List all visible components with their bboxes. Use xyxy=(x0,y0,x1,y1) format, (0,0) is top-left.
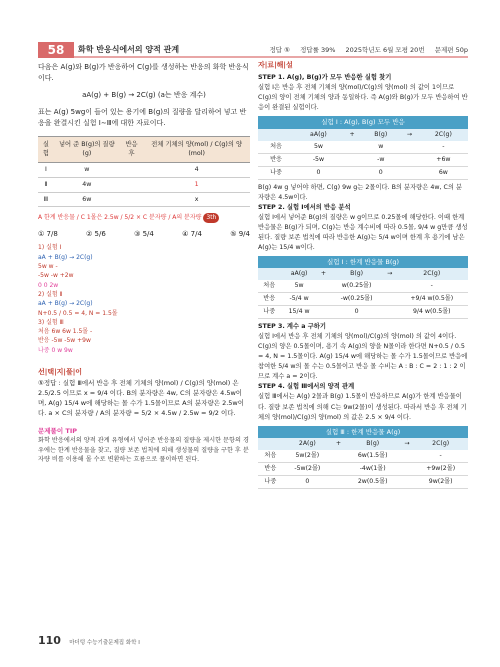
stem-intro: 다음은 A(g)와 B(g)가 반응하여 C(g)를 생성하는 반응의 화학 반응식이다. xyxy=(38,63,249,83)
table-row: 처음 5w w(0.25몰) - xyxy=(258,280,468,292)
right-column xyxy=(258,60,468,492)
step1-title: STEP 1. A(g), B(g)가 모두 반응한 실험 찾기 xyxy=(258,74,392,82)
problem-table xyxy=(38,136,250,208)
table-exp1-limit: 실험 Ⅰ : 한계 반응물 B(g) aA(g) + B(g) → 2C(g) 처음 5w w(0.25몰) - 반응 -5/4 w -w(0.25몰) +9/4 w(0.5몰) 나중 15/4 w 0 9/4 w(0.5몰) xyxy=(258,256,468,319)
handwritten-work: 1) 실험 Ⅰ aA + B(g) → 2C(g) 5w w - -5w -w +2w 0 0 2w 2) 실험 Ⅱ aA + B(g) → 2C(g) N+0.5 / 0.5 = 4, N = 1.5몰 3) 실험 Ⅲ 처음 6w 6w 1.5몰 - 반응 -5w -5w +9w 나중 0 w 9w xyxy=(38,244,118,354)
table-row: aA(g) + B(g) → 2C(g) xyxy=(258,268,468,280)
table-row: 반응 -5/4 w -w(0.25몰) +9/4 w(0.5몰) xyxy=(258,293,468,306)
table-header: 반응 후 xyxy=(120,136,144,163)
table-row: 2A(g) + B(g) → 2C(g) xyxy=(258,438,468,450)
step1-body: 실험 Ⅰ은 반응 후 전체 기체의 양(mol)/C(g)의 양(mol) 의 값이 1이므로 C(g)의 양이 전체 기체의 양과 동일하다. 즉 A(g)와 B(g)가 모두 반응하여 반응이 완결된 실험이다. xyxy=(258,84,468,112)
step3-title: STEP 3. 계수 a 구하기 xyxy=(258,323,326,331)
step3-body: 실험 Ⅰ에서 반응 후 전체 기체의 양(mol)/C(g)의 양(mol) 의 값이 4이다. C(g)의 양은 0.5몰이며, 용기 속 A(g)의 양을 N몰이라 한다면 N+0.5 / 0.5 = 4, N = 1.5몰이다. A(g) 15/4 w에 해당하는 몰 수가 1.5몰이므로 반응에 참여한 5/4 w의 몰 수는 0.5몰이고 반응 몰 수비는 A : B : C = 2 : 1 : 2 이므로 계수 a = 2이다. xyxy=(258,333,468,381)
table-row: 처음 5w(2몰) 6w(1.5몰) - xyxy=(258,450,468,462)
question-header xyxy=(38,42,468,58)
left-column xyxy=(38,62,250,464)
answer-label: 정답 ⑤ xyxy=(269,46,290,54)
table-row: 반응 -5w -w +6w xyxy=(258,153,468,166)
table-row: 반응 -5w(2몰) -4w(1몰) +9w(2몰) xyxy=(258,462,468,475)
choice-2[interactable]: ② 5/6 xyxy=(86,229,106,238)
table-row: 나중 15/4 w 0 9/4 w(0.5몰) xyxy=(258,306,468,319)
step2-body: 실험 Ⅰ에서 넣어준 B(g)의 질량은 w g이므로 0.25몰에 해당한다. 이때 한계 반응물은 B(g)가 되며, C(g)는 반응 계수비에 따라 0.5몰, 9/4 w g만큼 생성된다. 질량 보존 법칙에 따라 반응한 A(g)는 5/4 w이며 한계 후 용기에 남은 A(g)는 15/4 w이다. xyxy=(258,213,468,251)
table-row: 처음 5w w - xyxy=(258,141,468,153)
table-header: 전체 기체의 양(mol) / C(g)의 양(mol) xyxy=(143,136,250,163)
handwritten-hint: A 한계 반응물 / C 1몰은 2.5w / 5/2 × C 분자량 / A의 분자량 3th xyxy=(38,213,250,222)
tip-title xyxy=(38,426,250,436)
question-badge: 3th xyxy=(203,213,219,222)
step4-title: STEP 4. 실험 Ⅲ에서의 양적 관계 xyxy=(258,383,355,391)
analysis-title: 자|료|해|설 xyxy=(258,61,293,69)
explain-body: ⑤정답 : 실험 Ⅲ에서 반응 후 전체 기체의 양(mol) / C(g)의 양(mol) 은 2.5/2.5 이므로 x = 9/4 이다. B의 분자량은 4w, C의 분자량은 4.5w이며, A(g) 15/4 w에 해당하는 몰 수가 1.5몰이므로 A의 분자량은 2.5w이다. a × C의 분자량 / A의 분자량 = 5/2 × 4.5w / 2.5w = 9/2 이다. xyxy=(38,378,245,418)
table-exp1: 실험 Ⅰ : A(g), B(g) 모두 반응 aA(g) + B(g) → 2C(g) 처음 5w w - 반응 -5w -w +6w 나중 0 0 6w xyxy=(258,116,468,179)
table-exp3: 실험 Ⅲ : 한계 반응물 A(g) 2A(g) + B(g) → 2C(g) 처음 5w(2몰) 6w(1.5몰) - 반응 -5w(2몰) -4w(1몰) +9w(2몰) 나중 0 2w(0.5몰) 9w(2몰) xyxy=(258,426,468,489)
rate-label: 정답률 39% xyxy=(300,46,336,54)
question-number: 58 xyxy=(38,42,74,58)
answer-choices xyxy=(38,229,250,240)
choice-4[interactable]: ④ 7/4 xyxy=(182,229,202,238)
book-title: 마더텅 수능기출문제집 화학 Ⅰ xyxy=(69,640,140,646)
question-meta xyxy=(262,45,468,54)
book-page-label: 문제편 50p xyxy=(434,46,468,54)
stem-desc: 표는 A(g) 5wg이 들어 있는 용기에 B(g)의 질량을 달리하여 넣고 반응을 완결시킨 실험 Ⅰ∼Ⅲ에 대한 자료이다. xyxy=(38,108,247,128)
question-title: 화학 반응식에서의 양적 관계 xyxy=(78,45,180,54)
stem-equation: aA(g) + B(g) → 2C(g) (a는 반응 계수) xyxy=(82,91,206,100)
page-number: 110 xyxy=(38,634,61,647)
choice-5[interactable]: ⑤ 9/4 xyxy=(230,229,250,238)
step2-title: STEP 2. 실험 Ⅰ에서의 반응 분석 xyxy=(258,203,351,211)
table-row: 나중 0 0 6w xyxy=(258,166,468,179)
step2-pre: B(g) 4w g 넣어야 하면, C(g) 9w g는 2몰이다. B의 분자량은 4w, C의 분자량은 4.5w이다. xyxy=(258,183,463,201)
tip-body: 화학 반응에서의 양적 관계 유형에서 넣어준 반응물의 질량을 제시한 문항의 경우에는 한계 반응물을 찾고, 질량 보존 법칙에 의해 생성물의 질량을 구한 후 분자량 비를 이용해 몰 수로 변환하는 흐름으로 풀이하면 된다. xyxy=(38,437,249,463)
table-row: aA(g) + B(g) → 2C(g) xyxy=(258,129,468,141)
table-row: 나중 0 2w(0.5몰) 9w(2몰) xyxy=(258,475,468,488)
explain-title: 선|택|지|풀|이 xyxy=(38,368,83,377)
tip-badge: 문제풀이 TIP xyxy=(38,427,77,436)
table-row: Ⅱ 4w 1 xyxy=(38,177,250,192)
step4-body: 실험 Ⅲ에서는 A(g) 2몰과 B(g) 1.5몰이 반응하므로 A(g)가 한계 반응물이다. 질량 보존 법칙에 의해 C는 9w(2몰)이 생성된다. 따라서 반응 후 전체 기체의 양(mol)/C(g)의 양(mol) 의 값은 2.5 × 9/4 이다. xyxy=(258,393,467,421)
page-footer xyxy=(38,634,140,647)
source-label: 2025학년도 6월 모평 20번 xyxy=(345,46,425,54)
table-header: 넣어 준 B(g)의 질량(g) xyxy=(54,136,120,163)
table-header: 실험 xyxy=(38,136,54,163)
choice-1[interactable]: ① 7/8 xyxy=(38,229,58,238)
table-row: Ⅰ w 4 xyxy=(38,163,250,178)
table-row: Ⅲ 6w x xyxy=(38,192,250,207)
choice-3[interactable]: ③ 5/4 xyxy=(134,229,154,238)
